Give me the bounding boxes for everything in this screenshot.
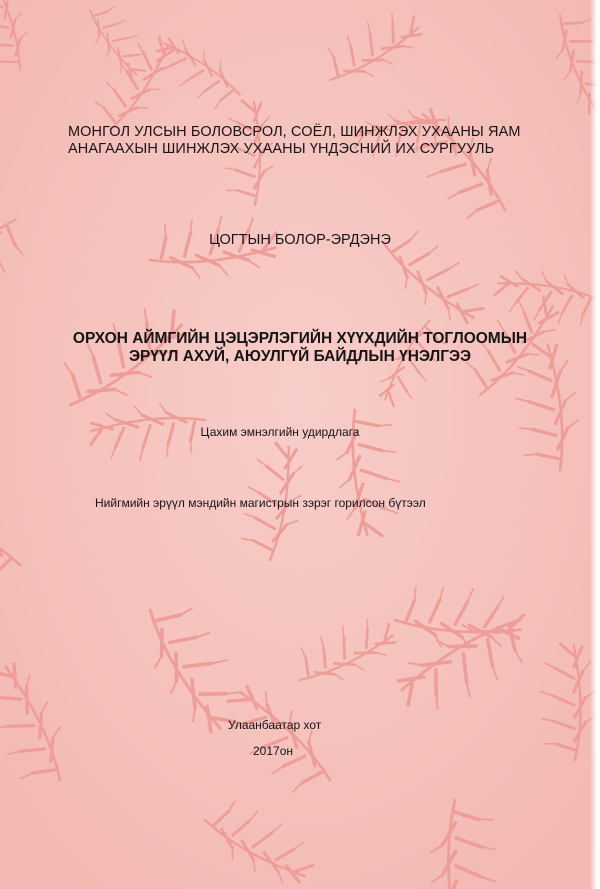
ministry-line-2: АНАГААХЫН ШИНЖЛЭХ УХААНЫ ҮНДЭСНИЙ ИХ СУРГУУЛЬ — [68, 141, 495, 157]
ministry-line-1: МОНГОЛ УЛСЫН БОЛОВСРОЛ, СОЁЛ, ШИНЖЛЭХ УХААНЫ ЯАМ — [68, 124, 521, 140]
thesis-title — [0, 330, 600, 366]
title-line-2: ЭРҮҮЛ АХУЙ, АЮУЛГҮЙ БАЙДЛЫН ҮНЭЛГЭЭ — [128, 348, 472, 365]
city: Улаанбаатар хот — [228, 718, 322, 732]
ministry-heading — [68, 124, 568, 158]
year: 2017он — [253, 744, 293, 758]
title-line-1: ОРХОН АЙМГИЙН ЦЭЦЭРЛЭГИЙН ХҮҮХДИЙН ТОГЛООМЫН — [72, 330, 528, 347]
page-right-edge — [590, 0, 600, 889]
degree-statement: Нийгмийн эрүүл мэндийн магистрын зэрэг горилсон бүтээл — [95, 496, 426, 510]
author-name: ЦОГТЫН БОЛОР-ЭРДЭНЭ — [209, 232, 391, 248]
program-subtitle: Цахим эмнэлгийн удирдлага — [200, 425, 360, 439]
